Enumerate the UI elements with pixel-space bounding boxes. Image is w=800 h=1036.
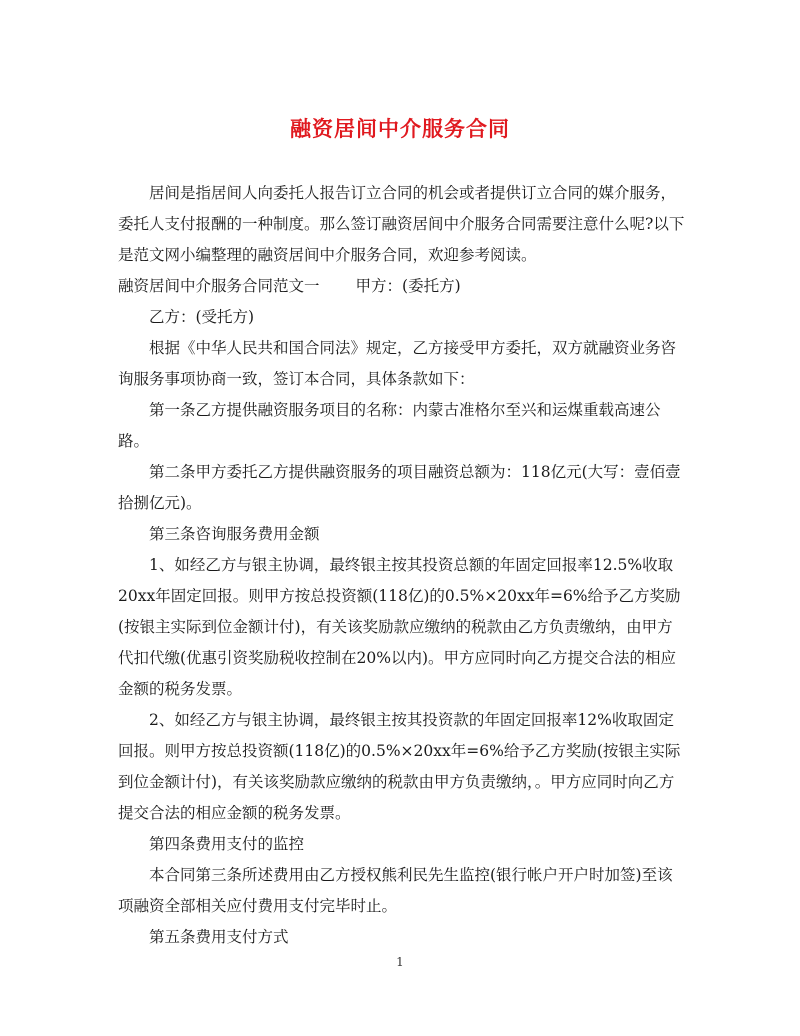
preamble-paragraph: 根据《中华人民共和国合同法》规定，乙方接受甲方委托，双方就融资业务咨询服务事项协商一致，签订本合同，具体条款如下：: [118, 339, 677, 388]
party-b-line: 乙方：(受托方): [149, 308, 255, 326]
article-3-heading: 第三条咨询服务费用金额: [149, 525, 320, 543]
sample-heading: 融资居间中介服务合同范文一: [118, 277, 320, 295]
article-3-item-2: 2、如经乙方与银主协调，最终银主按其投资款的年固定回报率12%收取固定回报。则甲方按总投资额(118亿)的0.5%×20xx年=6%给予乙方奖励(按银主实际到位金额计付)，有关该奖励款应缴纳的税款由甲方负责缴纳，。甲方应同时向乙方提交合法的相应金额的税务发票。: [118, 711, 681, 822]
article-3-item-1: 1、如经乙方与银主协调，最终银主按其投资总额的年固定回报率12.5%收取20xx年固定回报。则甲方按总投资额(118亿)的0.5%×20xx年=6%给予乙方奖励(按银主实际到位金额计付)，有关该奖励款应缴纳的税款由乙方负责缴纳，由甲方代扣代缴(优惠引资奖励税收控制在20%以内)。甲方应同时向乙方提交合法的相应金额的税务发票。: [118, 556, 681, 698]
article-4-heading: 第四条费用支付的监控: [149, 835, 305, 853]
article-1-paragraph: 第一条乙方提供融资服务项目的名称：内蒙古准格尔至兴和运煤重载高速公路。: [118, 401, 661, 450]
sample-heading-line: [118, 271, 688, 302]
article-2-paragraph: 第二条甲方委托乙方提供融资服务的项目融资总额为：118亿元(大写：壹佰壹拾捌亿元)。: [118, 463, 681, 512]
intro-paragraph: 居间是指居间人向委托人报告订立合同的机会或者提供订立合同的媒介服务，委托人支付报酬的一种制度。那么签订融资居间中介服务合同需要注意什么呢?以下是范文网小编整理的融资居间中介服务合同，欢迎参考阅读。: [118, 184, 685, 264]
article-4-paragraph: 本合同第三条所述费用由乙方授权熊利民先生监控(银行帐户开户时加签)至该项融资全部相关应付费用支付完毕时止。: [118, 866, 673, 915]
article-5-heading: 第五条费用支付方式: [149, 928, 289, 946]
document-body: [118, 178, 688, 953]
party-a-line: 甲方：(委托方): [355, 277, 461, 295]
document-title: 融资居间中介服务合同: [290, 116, 510, 141]
page-number: 1: [396, 955, 404, 969]
